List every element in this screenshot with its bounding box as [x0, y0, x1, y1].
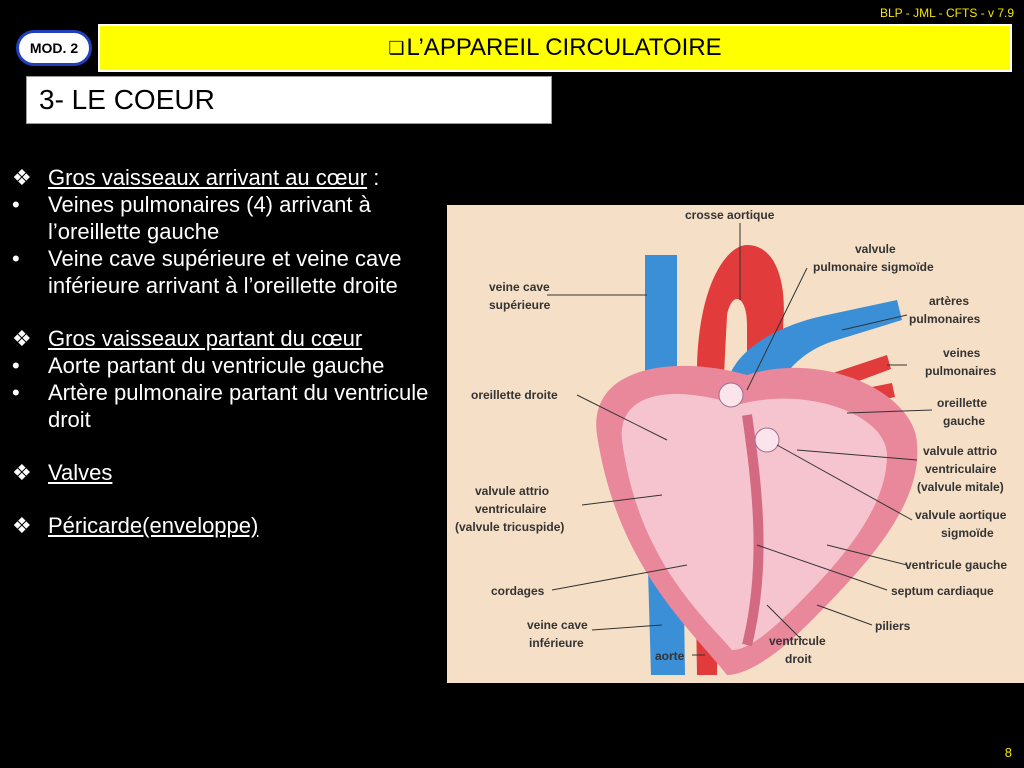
arriving-heading: Gros vaisseaux arrivant au cœur — [48, 165, 368, 190]
label-arteres-pulmonaires: pulmonaires — [909, 312, 981, 326]
heart-illustration — [447, 205, 1024, 683]
label-aorte: aorte — [655, 649, 685, 663]
label-cordages: cordages — [491, 584, 545, 598]
label-valvule-aortique: sigmoïde — [941, 526, 994, 540]
content-list — [12, 164, 452, 539]
valves-heading: Valves — [48, 460, 113, 485]
list-item — [12, 191, 452, 245]
diamond-bullet-icon: ❖ — [12, 165, 32, 190]
checkbox-bullet-icon: ❑ — [388, 37, 405, 58]
label-valvule-tricuspide: valvule attrio — [475, 484, 550, 498]
label-valvule-tricuspide: (valvule tricuspide) — [455, 520, 565, 534]
list-item — [12, 379, 452, 433]
label-ventricule-gauche: ventricule gauche — [905, 558, 1008, 572]
label-veines-pulmonaires: veines — [943, 346, 981, 360]
page-number: 8 — [1004, 745, 1012, 760]
leaving-item: Artère pulmonaire partant du ventricule droit — [48, 380, 429, 432]
aortic-valve-shape — [755, 428, 779, 452]
arriving-item: Veines pulmonaires (4) arrivant à l’oreillette gauche — [48, 192, 371, 244]
label-crosse-aortique: crosse aortique — [685, 208, 775, 222]
diamond-bullet-icon: ❖ — [12, 513, 32, 538]
pericarde-heading: Péricarde(enveloppe) — [48, 513, 259, 538]
label-oreillette-gauche: gauche — [943, 414, 986, 428]
label-oreillette-gauche: oreillette — [937, 396, 988, 410]
label-veine-cave-inferieure: inférieure — [529, 636, 584, 650]
label-septum-cardiaque: septum cardiaque — [891, 584, 994, 598]
label-valvule-mitrale: valvule attrio — [923, 444, 998, 458]
list-item — [12, 352, 452, 379]
label-ventricule-droit: ventricule — [769, 634, 826, 648]
pulmonary-valve-shape — [719, 383, 743, 407]
label-veines-pulmonaires: pulmonaires — [925, 364, 997, 378]
label-valvule-mitrale: (valvule mitale) — [917, 480, 1004, 494]
label-arteres-pulmonaires: artères — [929, 294, 970, 308]
list-item — [12, 325, 452, 352]
label-oreillette-droite: oreillette droite — [471, 388, 558, 402]
slide-title-bar — [98, 24, 1012, 72]
module-badge: MOD. 2 — [16, 30, 92, 66]
leaving-item: Aorte partant du ventricule gauche — [48, 353, 385, 378]
label-piliers: piliers — [875, 619, 911, 633]
dot-bullet-icon: • — [12, 353, 20, 378]
version-label: BLP - JML - CFTS - v 7.9 — [879, 6, 1014, 20]
arriving-item: Veine cave supérieure et veine cave inférieure arrivant à l’oreillette droite — [48, 246, 402, 298]
label-valvule-pulmonaire: pulmonaire sigmoïde — [813, 260, 934, 274]
label-valvule-aortique: valvule aortique — [915, 508, 1007, 522]
label-valvule-mitrale: ventriculaire — [925, 462, 997, 476]
list-item — [12, 245, 452, 299]
label-valvule-tricuspide: ventriculaire — [475, 502, 547, 516]
vena-cava-superior-shape — [645, 255, 677, 375]
slide-title: L’APPAREIL CIRCULATOIRE — [406, 34, 722, 61]
list-item — [12, 512, 452, 539]
diamond-bullet-icon: ❖ — [12, 326, 32, 351]
dot-bullet-icon: • — [12, 380, 20, 405]
label-ventricule-droit: droit — [785, 652, 812, 666]
label-veine-cave-superieure: veine cave — [489, 280, 550, 294]
heart-diagram — [447, 205, 1024, 683]
label-veine-cave-superieure: supérieure — [489, 298, 551, 312]
heading-colon: : — [367, 165, 380, 190]
slide-subtitle: 3- LE COEUR — [26, 76, 552, 124]
leaving-heading: Gros vaisseaux partant du cœur — [48, 326, 363, 351]
dot-bullet-icon: • — [12, 192, 20, 217]
label-valvule-pulmonaire: valvule — [855, 242, 896, 256]
dot-bullet-icon: • — [12, 246, 20, 271]
label-veine-cave-inferieure: veine cave — [527, 618, 588, 632]
list-item — [12, 164, 452, 191]
diamond-bullet-icon: ❖ — [12, 460, 32, 485]
list-item — [12, 459, 452, 486]
